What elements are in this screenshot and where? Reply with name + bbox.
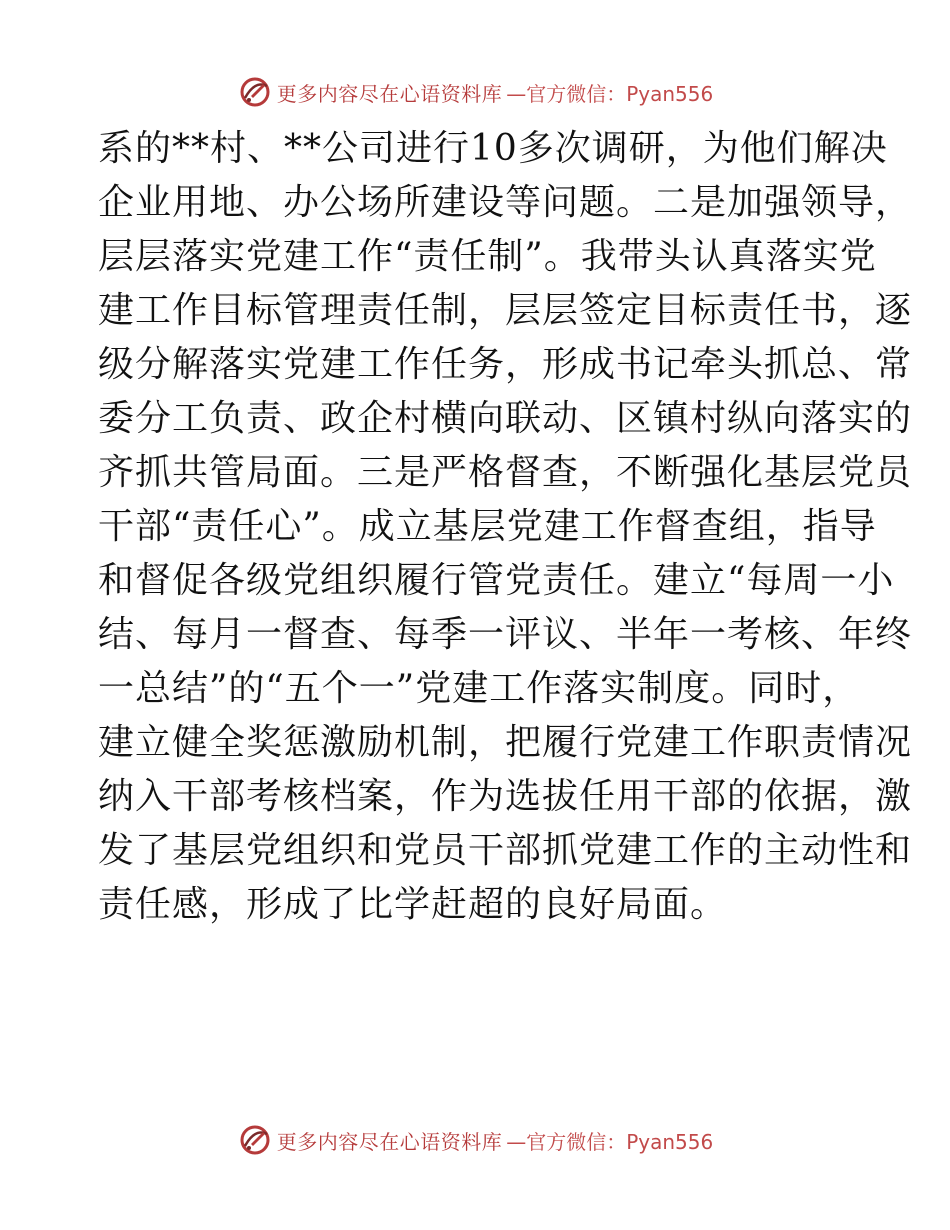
body-line: 委分工负责、政企村横向联动、区镇村纵向落实的 (98, 398, 913, 439)
header-watermark-banner (0, 72, 950, 112)
body-line: 责任感，形成了比学赶超的良好局面。 (98, 884, 728, 925)
watermark-wechat-text: —官方微信：Pyan556 (506, 81, 714, 106)
body-line: 建工作目标管理责任制，层层签定目标责任书，逐 (98, 290, 913, 331)
body-line: 纳入干部考核档案，作为选拔任用干部的依据，激 (98, 776, 913, 817)
body-line: 和督促各级党组织履行管党责任。建立“每周一小 (98, 560, 895, 601)
pen-swirl-icon (237, 74, 273, 110)
document-body (98, 122, 913, 932)
watermark-wechat-text: —官方微信：Pyan556 (506, 1129, 714, 1154)
body-line: 干部“责任心”。成立基层党建工作督查组，指导 (98, 506, 877, 547)
body-line: 层层落实党建工作“责任制”。我带头认真落实党 (98, 236, 877, 277)
body-line: 级分解落实党建工作任务，形成书记牵头抓总、常 (98, 344, 913, 385)
watermark-brand-text: 更多内容尽在心语资料库 (276, 1129, 503, 1154)
body-line: 系的**村、**公司进行10多次调研，为他们解决 (98, 128, 888, 169)
body-line: 齐抓共管局面。三是严格督查，不断强化基层党员 (98, 452, 913, 493)
watermark-brand-text: 更多内容尽在心语资料库 (276, 81, 503, 106)
pen-swirl-icon (237, 1122, 273, 1158)
body-line: 建立健全奖惩激励机制，把履行党建工作职责情况 (98, 722, 913, 763)
body-line: 结、每月一督查、每季一评议、半年一考核、年终 (98, 614, 913, 655)
body-line: 企业用地、办公场所建设等问题。二是加强领导， (98, 182, 913, 223)
body-line: 发了基层党组织和党员干部抓党建工作的主动性和 (98, 830, 913, 871)
footer-watermark-banner (0, 1120, 950, 1160)
body-line: 一总结”的“五个一”党建工作落实制度。同时， (98, 668, 860, 709)
